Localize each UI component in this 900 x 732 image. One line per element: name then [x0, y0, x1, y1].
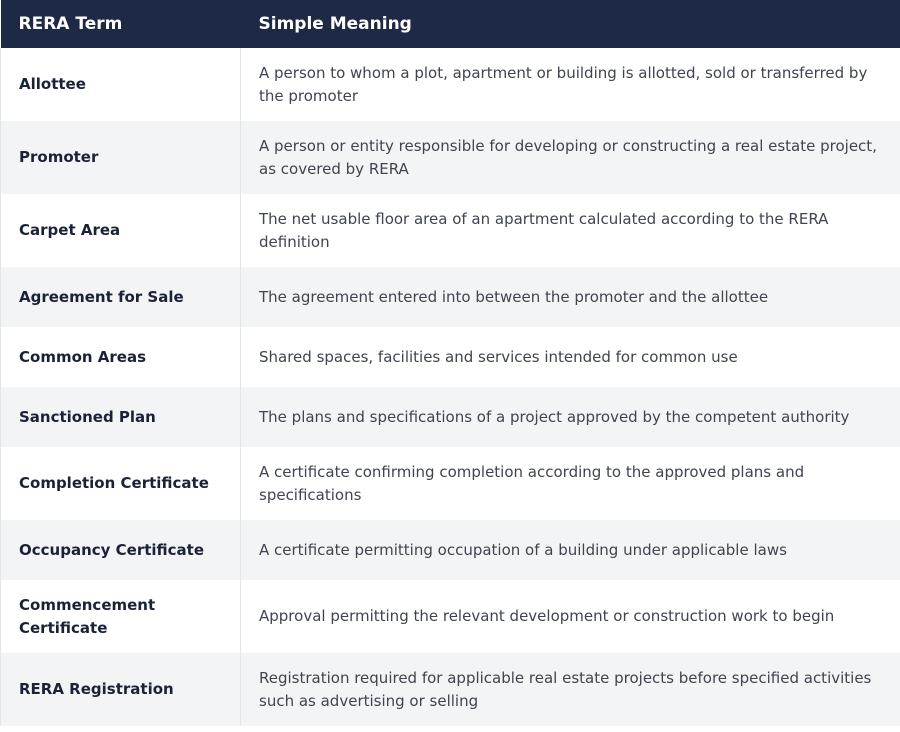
term-cell: Promoter — [1, 121, 241, 194]
table-row — [1, 121, 900, 194]
term-cell: Allottee — [1, 48, 241, 121]
table-row — [1, 447, 900, 520]
table-header-row — [1, 0, 900, 48]
meaning-cell: The net usable floor area of an apartment calculated according to the RERA definition — [241, 194, 900, 267]
column-header-term: RERA Term — [1, 0, 241, 48]
meaning-cell: Approval permitting the relevant development or construction work to begin — [241, 580, 900, 653]
term-cell: Carpet Area — [1, 194, 241, 267]
table-row — [1, 387, 900, 447]
meaning-cell: A certificate permitting occupation of a building under applicable laws — [241, 520, 900, 580]
meaning-cell: Shared spaces, facilities and services intended for common use — [241, 327, 900, 387]
meaning-cell: Registration required for applicable real estate projects before specified activities such as advertising or selling — [241, 653, 900, 726]
column-header-meaning: Simple Meaning — [241, 0, 900, 48]
meaning-cell: The agreement entered into between the promoter and the allottee — [241, 267, 900, 327]
table-row — [1, 580, 900, 653]
term-cell: Agreement for Sale — [1, 267, 241, 327]
table-row — [1, 267, 900, 327]
table-row — [1, 653, 900, 726]
table-row — [1, 194, 900, 267]
term-cell: Completion Certificate — [1, 447, 241, 520]
table-row — [1, 327, 900, 387]
meaning-cell: The plans and specifications of a project approved by the competent authority — [241, 387, 900, 447]
term-cell: Sanctioned Plan — [1, 387, 241, 447]
meaning-cell: A person or entity responsible for developing or constructing a real estate project, as covered by RERA — [241, 121, 900, 194]
term-cell: Occupancy Certificate — [1, 520, 241, 580]
term-cell: Commencement Certificate — [1, 580, 241, 653]
meaning-cell: A certificate confirming completion according to the approved plans and specifications — [241, 447, 900, 520]
meaning-cell: A person to whom a plot, apartment or building is allotted, sold or transferred by the promoter — [241, 48, 900, 121]
term-cell: RERA Registration — [1, 653, 241, 726]
table-row — [1, 520, 900, 580]
term-cell: Common Areas — [1, 327, 241, 387]
table-row — [1, 48, 900, 121]
